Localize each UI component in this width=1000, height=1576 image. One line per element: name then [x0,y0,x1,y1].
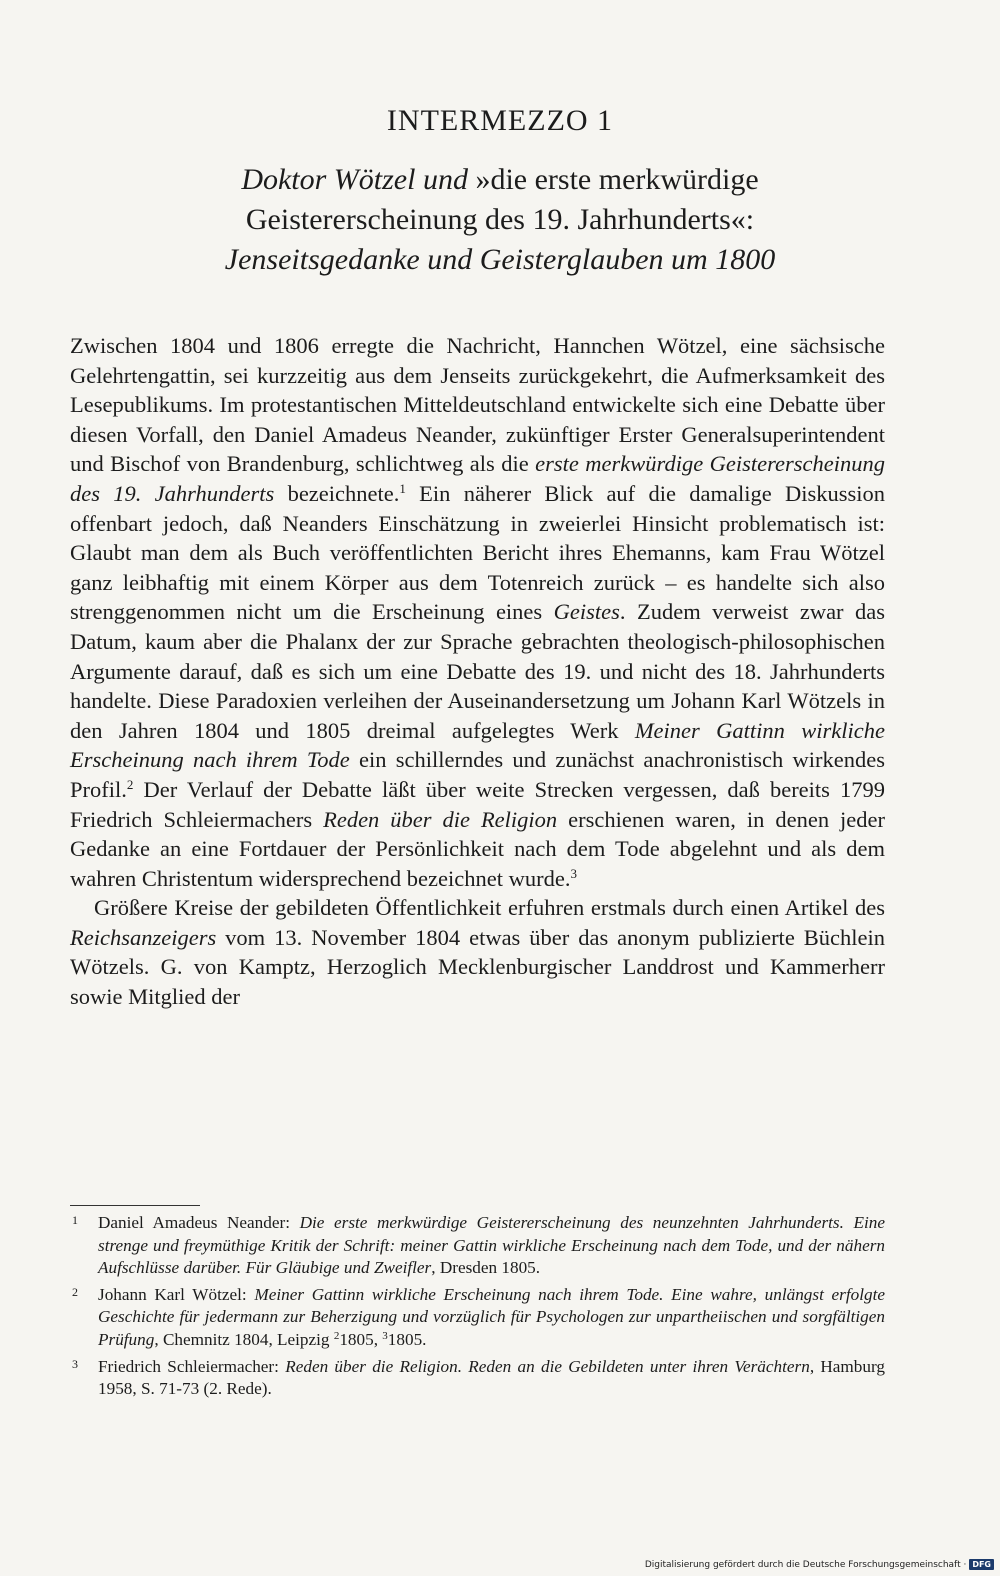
footnote-ref-1: 1 [399,480,406,496]
subtitle-line-1 [0,160,1000,200]
italic-run: erste merkwürdige Geistererscheinung des 19. Jahrhunderts [70,451,885,506]
edition-superscript: 3 [382,1329,388,1342]
chapter-subtitle [0,160,1000,280]
text-run: , Hamburg 1958, S. 71-73 (2. Rede). [98,1356,885,1399]
text-run: ein schillerndes und zunächst anachronistisch wirkendes Profil. [70,747,886,802]
paragraph-1 [70,331,885,893]
paragraph-2 [70,893,885,1011]
italic-run: Reichsanzeigers [70,924,217,950]
italic-run: Die erste merkwürdige Geistererscheinung des neunzehnten Jahrhunderts. Eine strenge und freymüthige Kritik der Schrift: meiner Gattin wirkliche Erscheinung nach dem Tode, und der nähern Aufschlüsse darüber. Für Gläubige und Zweifler [98,1213,886,1278]
text-run: Größere Kreise der gebildeten Öffentlichkeit erfuhren erstmals durch einen Artikel des [94,895,885,921]
dfg-logo-icon: DFG [969,1559,994,1570]
footnotes [70,1212,885,1405]
text-run: 1805, [339,1329,383,1349]
footnote-1 [70,1212,885,1280]
text-run: Zwischen 1804 und 1806 erregte die Nachricht, Hannchen Wötzel, eine sächsische Gelehrtengattin, sei kurzzeitig aus dem Jenseits zurückgekehrt, die Aufmerksamkeit des Lesepublikums. Im protestantischen Mitteldeutschland entwickelte sich eine Debatte über diesen Vorfall, den Daniel Amadeus Neander, zukünftiger Erster Generalsuperintendent und Bischof von Brandenburg, schlichtweg als die [70,333,885,477]
footnote-3 [70,1356,885,1401]
italic-run: Reden über die Religion [323,806,558,832]
text-run: bezeichnete. [274,480,400,506]
edition-superscript: 2 [333,1329,340,1342]
footnote-2 [70,1284,885,1352]
italic-run: Reden über die Religion. Reden an die Gebildeten unter ihren Verächtern [285,1356,810,1376]
italic-run: Geistes [553,599,620,625]
subtitle-line-2: Geistererscheinung des 19. Jahrhunderts«: [245,203,755,236]
italic-run: Meiner Gattinn wirkliche Erscheinung nach ihrem Tode [70,717,885,773]
footnote-ref-3: 3 [570,865,577,881]
digitization-credit [645,1559,994,1570]
footnote-divider [70,1205,200,1206]
chapter-title: INTERMEZZO 1 [386,104,614,137]
italic-run: Meiner Gattinn wirkliche Erscheinung nach ihrem Tode. Eine wahre, unlängst erfolgte Geschichte für jedermann zur Beherzigung und vorzüglich für Psychologen zur unpartheiischen und sorgfältigen Prüfung [98,1284,885,1349]
text-run: vom 13. November 1804 etwas über das anonym publizierte Büchlein Wötzels. G. von Kamptz, Herzoglich Mecklenburgischer Landdrost und Kammerherr sowie Mitglied der [70,924,885,1010]
subtitle-roman-part: »die erste merkwürdige [467,163,759,196]
text-run: , Dresden 1805. [431,1258,541,1278]
text-run: Johann Karl Wötzel: [98,1284,255,1304]
subtitle-italic-part: Doktor Wötzel und [241,163,468,196]
footnote-number: 2 [72,1284,78,1299]
text-run: Der Verlauf der Debatte läßt über weite Strecken vergessen, daß bereits 1799 Friedrich Schleiermachers [70,776,885,832]
text-run: Friedrich Schleiermacher: [98,1356,286,1376]
subtitle-line-3: Jenseitsgedanke und Geisterglauben um 1800 [224,243,776,276]
text-run: 1805. [387,1329,427,1349]
footnote-ref-2: 2 [126,776,134,792]
main-text [70,331,885,1012]
footnote-number: 3 [72,1356,78,1371]
credit-text: Digitalisierung gefördert durch die Deutsche Forschungsgemeinschaft · [644,1559,967,1570]
footnote-number: 1 [72,1213,78,1227]
text-run: , Chemnitz 1804, Leipzig [154,1329,334,1349]
text-run: erschienen waren, in denen jeder Gedanke an eine Fortdauer der Persönlichkeit nach dem Tode abgelehnt und als dem wahren Christentum widersprechend bezeichnet wurde. [70,806,886,891]
text-run: Daniel Amadeus Neander: [98,1213,300,1232]
text-run: . Zudem verweist zwar das Datum, kaum aber die Phalanx der zur Sprache gebrachten theologisch-philosophischen Argumente darauf, daß es sich um eine Debatte des 19. und nicht des 18. Jahrhunderts handelte. Diese Paradoxien verleihen der Auseinandersetzung um Johann Karl Wötzels in den Jahren 1804 und 1805 dreimal aufgelegtes Werk [70,599,886,743]
text-run: Ein näherer Blick auf die damalige Diskussion offenbart jedoch, daß Neanders Einschätzung in zweierlei Hinsicht problematisch ist: Glaubt man dem als Buch veröffentlichten Bericht ihres Ehemanns, kam Frau Wötzel ganz leibhaftig mit einem Körper aus dem Totenreich zurück – es handelte sich also strenggenommen nicht um die Erscheinung eines [70,480,886,625]
